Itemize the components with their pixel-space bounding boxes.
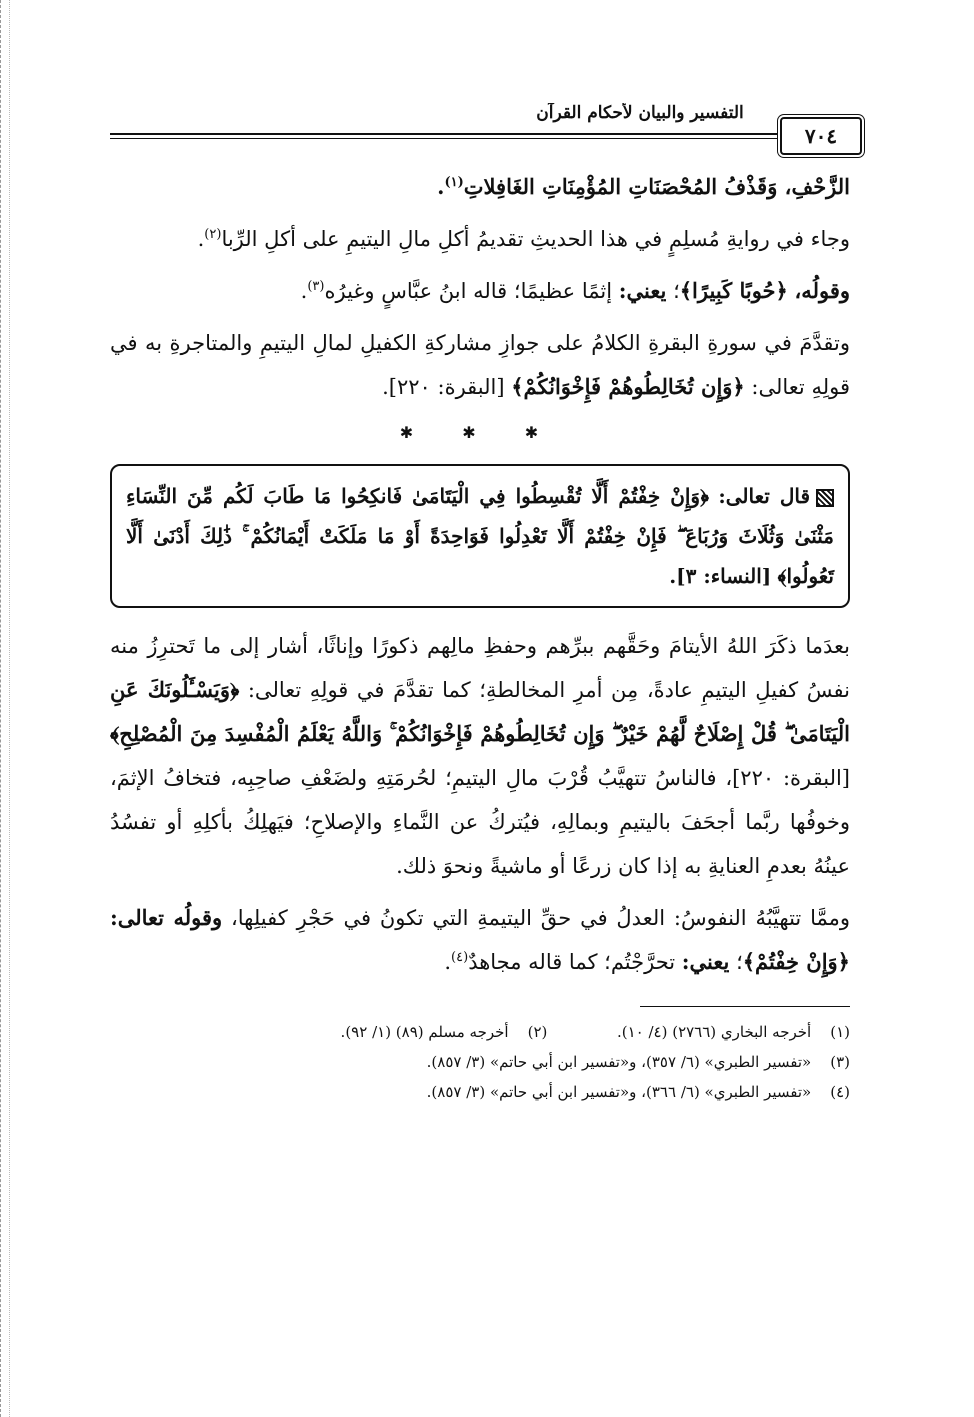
running-header [110,95,850,165]
footnote-text: أخرجه البخاري (٢٧٦٦) (٤/ ١٠). [616,1023,812,1041]
footnote-line [110,1077,850,1107]
footnote-separator [640,1006,850,1007]
quran-quote: ﴿وَيَسْـَٔلُونَكَ عَنِ الْيَتَامَىٰ ۖ قُلْ إِصْلَاحٌ لَّهُمْ خَيْرٌ ۖ وَإِن تُخَالِطُوهُمْ فَإِخْوَانُكُمْ ۚ وَاللَّهُ يَعْلَمُ الْمُفْسِدَ مِنَ الْمُصْلِحِ﴾ [110,677,850,746]
verse-paragraph [126,476,834,596]
paragraph-1 [110,165,850,209]
quran-reference: [البقرة: ٢٢٠]، [725,766,850,790]
quran-quote: ﴿وَإِن تُخَالِطُوهُمْ فَإِخْوَانُكُمْ﴾ [511,374,745,399]
footnote-line [110,1047,850,1077]
footnote-text: «تفسير الطبري» (٦/ ٣٥٧)، و«تفسير ابن أبي حاتم» (٣/ ٨٥٧). [426,1053,812,1071]
p2-text: وجاء في روايةِ مُسلِمٍ في هذا الحديثِ تقديمُ أكلِ مالِ اليتيمِ على أكلِ الرِّبا [221,227,850,251]
verse-text: ﴿وَإِنْ خِفْتُمْ أَلَّا تُقْسِطُوا فِي الْيَتَامَىٰ فَانكِحُوا مَا طَابَ لَكُم مِّنَ النِّسَاءِ مَثْنَىٰ وَثُلَاثَ وَرُبَاعَ ۖ فَإِنْ خِفْتُمْ أَلَّا تَعْدِلُوا فَوَاحِدَةً أَوْ مَا مَلَكَتْ أَيْمَانُكُمْ ۚ ذَٰلِكَ أَدْنَىٰ أَلَّا تَعُولُوا﴾ [126,484,834,588]
p3-label: وقولُه، [794,278,850,303]
footnote-number: (٢) [527,1023,548,1041]
p6-text-a: وممَّا تتهيَّبُهُ النفوسُ: العدلُ في حقِّ اليتيمةِ التي تكونُ في حَجْرِ كفيلِها، [231,906,850,930]
quran-quote: ﴿حُوبًا كَبِيرًا﴾ [679,278,788,303]
p3-end: . [300,279,308,303]
verse-box [110,464,850,608]
page-number: ٧٠٤ [780,117,862,155]
p6-end: . [444,950,452,974]
paragraph-4 [110,321,850,409]
footnote-ref-1: (١) [444,175,464,190]
ornament-icon [816,489,834,507]
verse-reference: [النساء: ٣]. [669,564,772,588]
quran-quote: ﴿وَإِنْ خِفْتُمْ﴾ [742,949,850,974]
p3-mid: ؛ [673,279,680,303]
main-text-2 [110,624,850,984]
page-binding-edge [0,0,10,1417]
paragraph-2 [110,217,850,261]
quran-reference: [البقرة: ٢٢٠]. [382,375,505,399]
paragraph-5 [110,624,850,888]
p1-text: الزَّحْفِ، وَقَذْفُ المُحْصَنَاتِ المُؤْمِنَاتِ الغَافِلاتِ [463,174,850,199]
p6-mid: ؛ [736,950,743,974]
footnote-number: (٤) [830,1083,850,1101]
verse-label: قال تعالى: [718,484,811,508]
footnote-ref-3: (٣) [307,279,325,294]
p6-text-b: تحرَّجْتُم؛ كما قاله مجاهدٌ [468,950,676,974]
p3-text: إثمًا عظيمًا؛ قاله ابنُ عبَّاسٍ وغيرُه [324,279,613,303]
p5-text-b: فالناسُ تتهيَّبُ قُرْبَ مالِ اليتيمِ؛ لحُرمَتِهِ ولضَعْفِ صاحِبِه، فتخافُ الإثمَ، وخوفُها ربَّما أجحَفَ باليتيمِ وبمالِهِ، فيُتركُ عن النَّماءِ والإصلاحِ؛ فيَهلِكُ بأكلِهِ أو تفسُدُ عينُهُ بعدمِ العنايةِ به إذا كان زرعًا أو ماشيةً ونحوَ ذلك. [110,766,850,878]
p1-end: . [437,174,445,199]
book-page [110,95,850,1107]
footnote-text: «تفسير الطبري» (٦/ ٣٦٦)، و«تفسير ابن أبي حاتم» (٣/ ٨٥٧). [426,1083,812,1101]
p2-end: . [197,227,205,251]
footnote-ref-4: (٤) [451,950,469,965]
footnote-line [110,1017,850,1047]
main-text [110,165,850,442]
p5-text-a: بعدَما ذكَرَ اللهُ الأيتامَ وحَقَّهم ببرِّهم وحفظِ مالِهم ذكورًا وإناثًا، أشار إلى ما تَحترِزُ منه نفسُ كفيلِ اليتيمِ عادةً، مِن أمرِ المخالطةِ؛ كما تقدَّمَ في قولِهِ تعالى: [110,634,850,702]
paragraph-6 [110,896,850,984]
p6-yani: يعني: [681,949,730,974]
footnote-number: (٣) [830,1053,850,1071]
footnote-text: أخرجه مسلم (٨٩) (١/ ٩٢). [340,1023,509,1041]
p4-text: وتقدَّمَ في سورةِ البقرةِ الكلامُ على جوازِ مشاركةِ الكفيلِ لمالِ اليتيمِ والمتاجرةِ به في قولِهِ تعالى: [110,331,850,399]
section-separator: ✱ ✱ ✱ [399,423,561,442]
book-title: التفسير والبيان لأحكام القرآن [536,103,744,123]
paragraph-3 [110,269,850,313]
footnotes [110,1017,850,1107]
header-rule [110,133,850,139]
footnote-number: (١) [830,1023,850,1041]
p6-label: وقولُه تعالى: [110,905,223,930]
footnote-ref-2: (٢) [204,227,222,242]
p3-yani: يعني: [618,278,667,303]
